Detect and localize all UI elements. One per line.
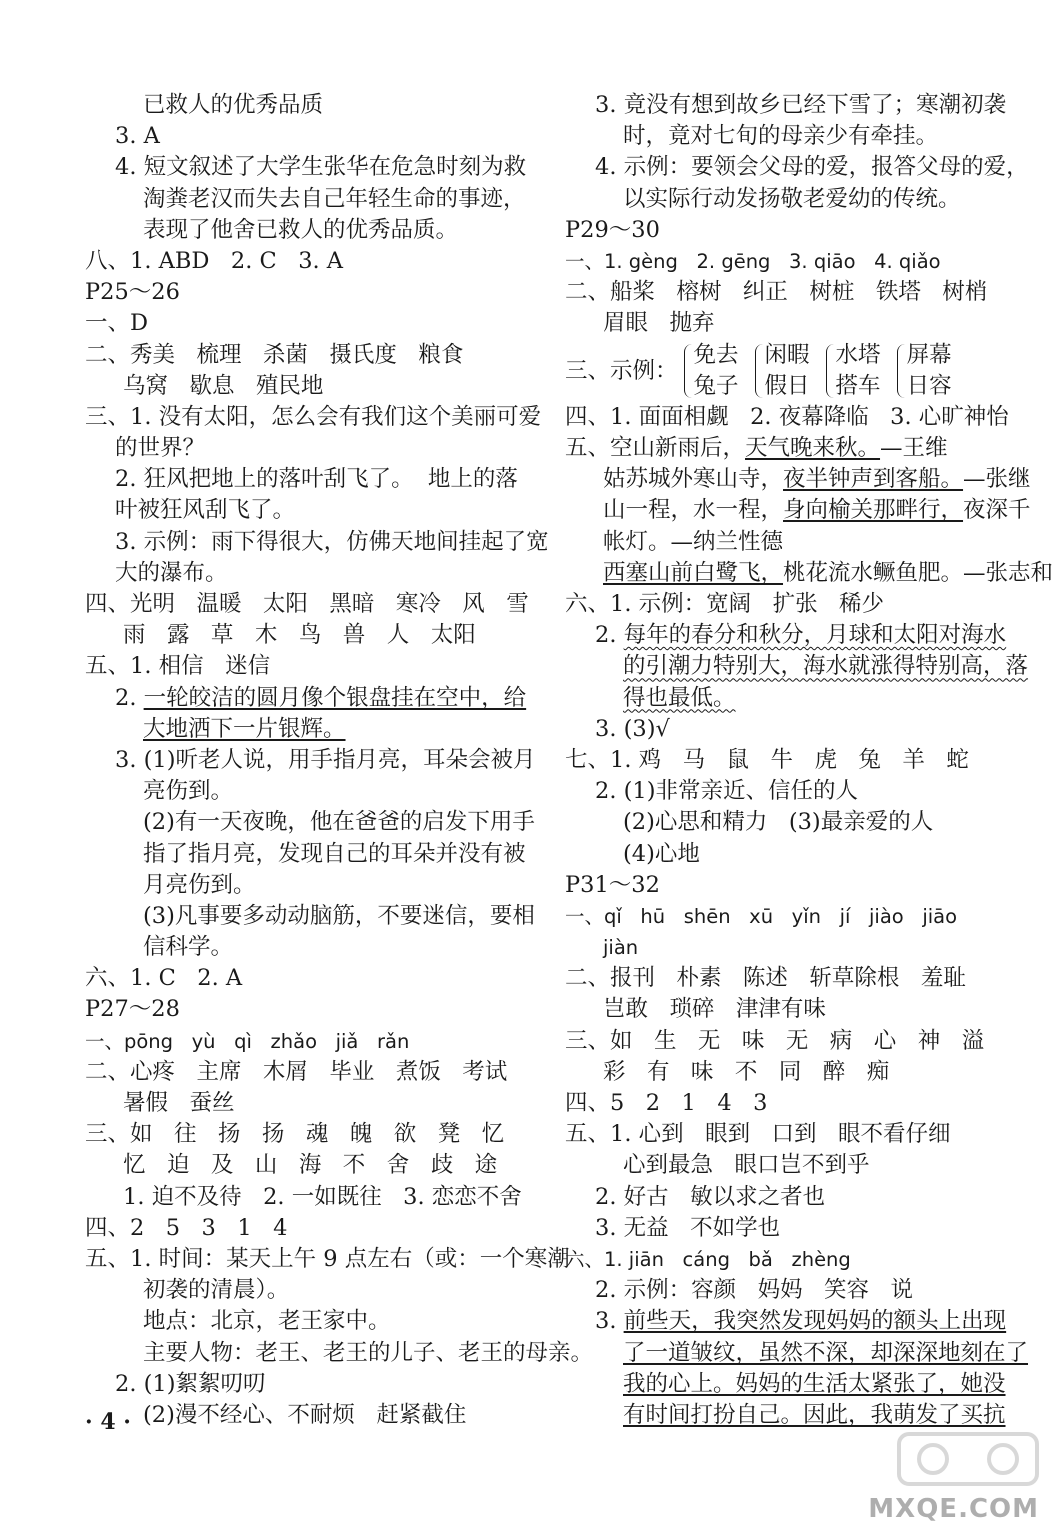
answer-line: 六、1. C 2. A: [85, 965, 243, 992]
brace-group: [682, 340, 739, 402]
answer-line: P25～26: [85, 279, 180, 306]
page-number: · 4 ·: [85, 1409, 131, 1435]
answer-line: 帐灯。—纳兰性德: [603, 528, 784, 555]
answer-line: 2. 一轮皎洁的圆月像个银盘挂在空中，给: [115, 684, 527, 711]
answer-line: 姑苏城外寒山寺，夜半钟声到客船。—张继: [603, 466, 1031, 493]
answer-line: 眉眼 抛弃: [603, 310, 715, 337]
answer-line: 时，竟对七旬的母亲少有牵挂。: [623, 123, 939, 150]
answer-line: 主要人物：老王、老王的儿子、老王的母亲。: [143, 1339, 594, 1366]
answer-line: 忆 迫 及 山 海 不 舍 歧 途: [123, 1152, 498, 1179]
answer-line: 六、1. jiān cáng bǎ zhèng: [565, 1247, 851, 1271]
answer-line: 3. (3)√: [595, 715, 670, 742]
answer-line: 亮伤到。: [143, 778, 234, 805]
answer-line: 叶被狂风刮飞了。: [115, 497, 296, 524]
brace-word: 闲暇: [764, 341, 810, 368]
brace-word: 假日: [764, 372, 810, 399]
answer-line: 八、1. ABD 2. C 3. A: [85, 247, 344, 274]
answer-line: P31～32: [565, 871, 660, 898]
answer-line: 我的心上。妈妈的生活太紧张了，她没: [623, 1370, 1006, 1397]
answer-line: 1. 迫不及待 2. 一如既往 3. 恋恋不舍: [123, 1183, 522, 1210]
answer-line: 地点：北京，老王家中。: [143, 1308, 391, 1335]
answer-line: (2)心思和精力 (3)最亲爱的人: [623, 809, 934, 836]
brace-group: [824, 340, 881, 402]
answer-line: jiàn: [603, 936, 639, 960]
answer-line: 三、如 往 扬 扬 魂 魄 欲 凳 忆: [85, 1121, 505, 1148]
answer-line: 3. 示例：雨下得很大，仿佛天地间挂起了宽: [115, 528, 549, 555]
answer-line: 一、D: [85, 310, 149, 337]
answer-line: 以实际行动发扬敬老爱幼的传统。: [623, 185, 961, 212]
answer-line: 2. (1)絮絮叨叨: [115, 1370, 266, 1397]
answer-line: 3. 竟没有想到故乡已经下雪了；寒潮初袭: [595, 92, 1007, 118]
answer-line: 2. 狂风把地上的落叶刮飞了。 地上的落: [115, 466, 518, 493]
answer-line: (3)凡事要多动动脑筋，不要迷信，要相: [143, 902, 535, 929]
brace-word: 兔子: [693, 372, 739, 399]
answer-line: 有时间打扮自己。因此，我萌发了买抗: [623, 1401, 1006, 1428]
answer-line: 3. 无益 不如学也: [595, 1214, 781, 1241]
answer-line: 二、心疼 主席 木屑 毕业 煮饭 考试: [85, 1058, 508, 1085]
answer-line: 岂敢 琐碎 津津有味: [603, 996, 826, 1023]
right-answer-column: [565, 90, 1054, 1431]
answer-line: 2. 好古 敏以求之者也: [595, 1183, 826, 1210]
answer-line: 四、5 2 1 4 3: [565, 1090, 768, 1117]
answer-line: 大地洒下一片银辉。: [143, 715, 346, 742]
answer-line: 4. 示例：要领会父母的爱，报答父母的爱，: [595, 154, 1029, 181]
brace-example-row: [565, 340, 1030, 402]
answer-line: 二、船桨 榕树 纠正 树桩 铁塔 树梢: [565, 279, 988, 306]
answer-line: 一、qǐ hū shēn xū yǐn jí jiào jiāo: [565, 904, 958, 928]
answer-line: (2)有一天夜晚，他在爸爸的启发下用手: [143, 809, 535, 836]
answer-line: 得也最低。: [623, 684, 736, 711]
brace-word: 水塔: [835, 341, 881, 368]
answer-line: 的引潮力特别大，海水就涨得特别高，落: [623, 653, 1029, 680]
answer-line: 暑假 蚕丝: [123, 1090, 235, 1116]
answer-line: 2. 示例：容颜 妈妈 笑容 说: [595, 1277, 913, 1304]
answer-line: P27～28: [85, 996, 180, 1023]
answer-line: 四、光明 温暖 太阳 黑暗 寒冷 风 雪: [85, 591, 529, 617]
brace-word: 免去: [693, 341, 739, 368]
answer-line: 彩 有 味 不 同 醉 痴: [603, 1058, 890, 1085]
answer-line: 已救人的优秀品质: [143, 92, 324, 118]
brace-label: 三、示例：: [565, 357, 678, 384]
answer-line: 五、空山新雨后，天气晚来秋。—王维: [565, 435, 948, 462]
answer-line: 3. 前些天，我突然发现妈妈的额头上出现: [595, 1308, 1007, 1335]
answer-line: 4. 短文叙述了大学生张华在危急时刻为救: [115, 154, 527, 181]
answer-line: 三、如 生 无 味 无 病 心 神 溢: [565, 1027, 985, 1054]
answer-line: 五、1. 心到 眼到 口到 眼不看仔细: [565, 1121, 951, 1148]
answer-line: P29～30: [565, 216, 660, 243]
answer-line: 四、2 5 3 1 4: [85, 1214, 288, 1241]
answer-line: 2. 每年的春分和秋分，月球和太阳对海水: [595, 622, 1007, 649]
answer-line: 雨 露 草 木 鸟 兽 人 太阳: [123, 622, 476, 649]
answer-line: 3. (1)听老人说，用手指月亮，耳朵会被月: [115, 746, 536, 773]
answer-line: 大的瀑布。: [115, 559, 228, 586]
brace-word: 搭车: [835, 372, 881, 399]
answer-line: 五、1. 相信 迷信: [85, 653, 271, 680]
brace-group: [895, 340, 952, 402]
answer-line: 西塞山前白鹭飞，桃花流水鳜鱼肥。—张志和: [603, 559, 1054, 586]
brace-word: 屏幕: [906, 341, 952, 368]
brace-word: 日容: [906, 372, 952, 399]
answer-line: 一、1. gèng 2. gēng 3. qiāo 4. qiǎo: [565, 249, 941, 273]
brace-group: [753, 340, 810, 402]
answer-line: 2. (1)非常亲近、信任的人: [595, 778, 858, 805]
answer-line: 初袭的清晨）。: [143, 1277, 290, 1304]
answer-line: 六、1. 示例：宽阔 扩张 稀少: [565, 591, 885, 618]
answer-line: 的世界？: [115, 435, 206, 462]
answer-line: 心到最急 眼口岂不到乎: [623, 1152, 870, 1179]
answer-line: 二、报刊 朴素 陈述 斩草除根 羞耻: [565, 965, 966, 992]
answer-line: (2)漫不经心、不耐烦 赶紧截住: [143, 1401, 467, 1428]
answer-line: 山一程，水一程，身向榆关那畔行，夜深千: [603, 497, 1031, 524]
answer-line: 月亮伤到。: [143, 871, 256, 898]
answer-line: 五、1. 时间：某天上午 9 点左右（或：一个寒潮: [85, 1245, 570, 1272]
answer-line: 乌窝 歇息 殖民地: [123, 372, 324, 399]
answer-line: 信科学。: [143, 934, 234, 961]
left-answer-column: [85, 90, 594, 1431]
answer-line: 七、1. 鸡 马 鼠 牛 虎 兔 羊 蛇: [565, 746, 969, 773]
watermark-text: MXQE.COM: [868, 1494, 1039, 1524]
answer-line: 一、pōng yù qì zhǎo jiǎ rǎn: [85, 1029, 410, 1053]
answer-line: 指了指月亮，发现自己的耳朵并没有被: [143, 840, 526, 867]
answer-line: 3. A: [115, 123, 160, 150]
answer-line: 表现了他舍已救人的优秀品质。: [143, 216, 459, 243]
answer-line: (4)心地: [623, 840, 700, 867]
answer-line: 四、1. 面面相觑 2. 夜幕降临 3. 心旷神怡: [565, 403, 1009, 430]
answer-line: 淘粪老汉而失去自己年轻生命的事迹，: [143, 185, 526, 212]
answer-line: 三、1. 没有太阳，怎么会有我们这个美丽可爱: [85, 403, 542, 430]
answer-line: 二、秀美 梳理 杀菌 摄氏度 粮食: [85, 341, 464, 368]
answer-line: 了一道皱纹，虽然不深，却深深地刻在了: [623, 1339, 1029, 1366]
